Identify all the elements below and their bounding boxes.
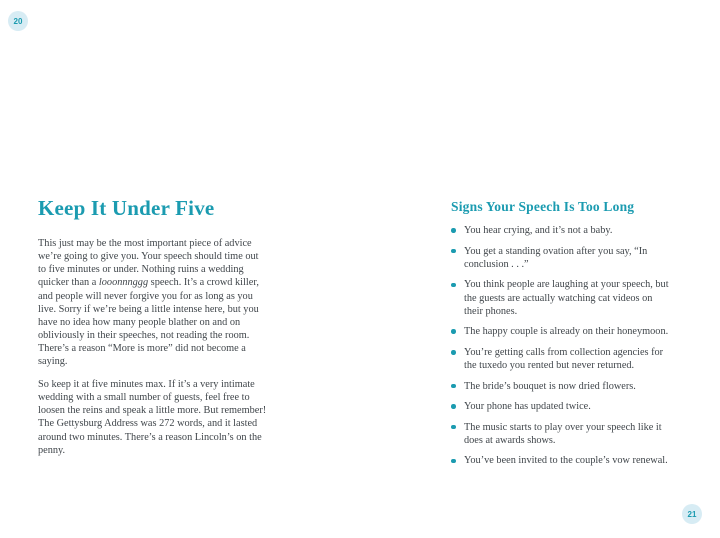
list-item-text: You’ve been invited to the couple’s vow renewal.	[464, 455, 668, 467]
list-item-text: The music starts to play over your speech like it does at awards shows.	[464, 421, 662, 446]
list-item-text: You get a standing ovation after you say, “In conclusion . . .”	[464, 245, 648, 270]
left-page-paragraph-1	[38, 237, 268, 368]
list-item	[451, 400, 669, 413]
list-item-text: You think people are laughing at your speech, but the guests are actually watching cat videos on their phones.	[464, 279, 669, 317]
list-item-text: The bride’s bouquet is now dried flowers.	[464, 380, 636, 392]
bullet-icon	[451, 249, 456, 254]
left-page	[38, 196, 268, 467]
paragraph-1-italic-word: looonnnggg	[98, 277, 149, 289]
list-item	[451, 421, 669, 447]
list-item	[451, 224, 669, 237]
paragraph-1-text-end: speech. It’s a crowd killer, and people will never forgive you for as long as you live. Sorry if we’re being a little intense here, but you have no idea how many people blather on and on obliviously in their speeches, not reading the room. There’s a reason “More is more” did not become a saying.	[38, 277, 259, 368]
list-item	[451, 380, 669, 393]
list-item-text: You’re getting calls from collection agencies for the tuxedo you rented but never returned.	[464, 346, 664, 371]
bullet-icon	[451, 329, 456, 334]
bullet-icon	[451, 228, 456, 233]
list-item	[451, 278, 669, 317]
left-page-paragraph-2: So keep it at five minutes max. If it’s a very intimate wedding with a small number of guests, feel free to loosen the reins and speak a little more. But remember! The Gettysburg Address was 272 words, and it lasted around two minutes. There’s a reason Lincoln’s on the penny.	[38, 379, 267, 456]
page-number-badge-left: 20	[8, 11, 28, 31]
bullet-icon	[451, 425, 456, 430]
right-page-heading: Signs Your Speech Is Too Long	[451, 199, 635, 214]
bullet-icon	[451, 404, 456, 409]
page-number-badge-right: 21	[682, 504, 702, 524]
list-item	[451, 245, 669, 271]
list-item-text: Your phone has updated twice.	[464, 401, 591, 413]
list-item	[451, 454, 669, 467]
list-item-text: The happy couple is already on their honeymoon.	[464, 326, 669, 338]
list-item-text: You hear crying, and it’s not a baby.	[464, 225, 613, 237]
paragraph-1-text-start: This just may be the most important piece of advice we’re going to give you. Your speech should time out to five minutes or under. Nothing ruins a wedding quicker than a	[38, 238, 259, 289]
list-item	[451, 346, 669, 372]
bullet-icon	[451, 384, 456, 389]
bullet-icon	[451, 350, 456, 355]
right-page	[451, 199, 669, 475]
bullet-icon	[451, 459, 456, 464]
left-page-heading: Keep It Under Five	[38, 196, 215, 220]
bullet-icon	[451, 283, 456, 288]
list-item	[451, 325, 669, 338]
signs-list	[451, 224, 669, 467]
